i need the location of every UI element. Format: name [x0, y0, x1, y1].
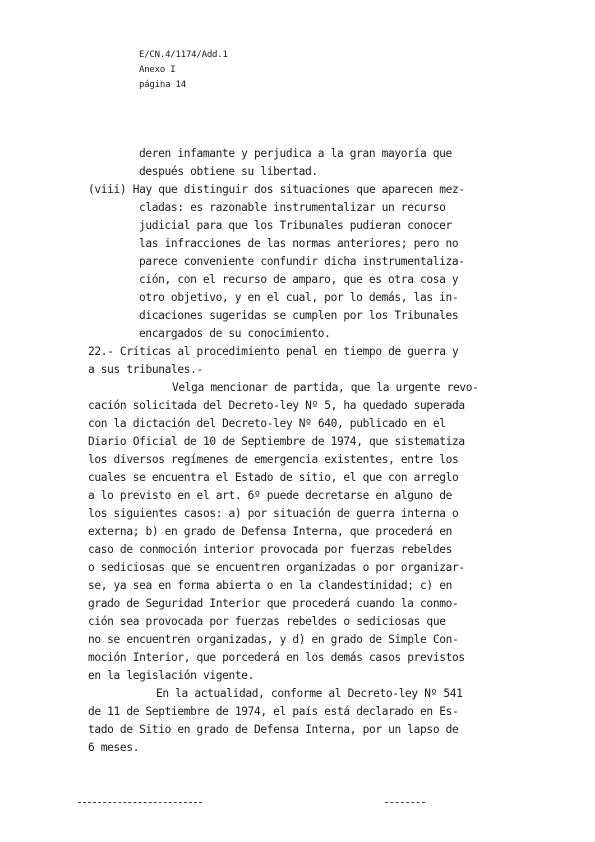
text-line: externa; b) en grado de Defensa Interna, que procederá en [88, 525, 452, 538]
text-line: judicial para que los Tribunales pudieran conocer [139, 219, 452, 232]
text-line: o sediciosas que se encuentren organizadas o por organizar- [88, 561, 465, 574]
text-line: deren infamante y perjudica a la gran mayoría que [139, 147, 452, 160]
text-line: cación solicitada del Decreto-ley Nº 5, ha quedado superada [88, 399, 465, 412]
text-line: 22.- Críticas al procedimiento penal en tiempo de guerra y [88, 345, 459, 358]
text-line: no se encuentren organizadas, y d) en grado de Simple Con- [88, 633, 459, 646]
text-line: se, ya sea en forma abierta o en la clandestinidad; c) en [88, 579, 452, 592]
text-line: de 11 de Septiembre de 1974, el país está declarado en Es- [88, 705, 459, 718]
text-line: los diversos regímenes de emergencia existentes, entre los [88, 453, 459, 466]
text-line: a sus tribunales.- [88, 363, 203, 376]
footnote-rule-left [78, 802, 202, 803]
text-line: las infracciones de las normas anteriores; pero no [139, 237, 459, 250]
text-line: ción, con el recurso de amparo, que es otra cosa y [139, 273, 459, 286]
text-line: cuales se encuentra el Estado de sitio, el que con arreglo [88, 471, 459, 484]
text-line: después obtiene su libertad. [139, 165, 318, 178]
text-line: otro objetivo, y en el cual, por lo demás, las in- [139, 291, 459, 304]
text-line: cladas: es razonable instrumentalizar un recurso [139, 201, 446, 214]
text-line: parece conveniente confundir dicha instrumentaliza- [139, 255, 465, 268]
text-line: los siguientes casos: a) por situación de guerra interna o [88, 507, 459, 520]
text-line: dicaciones sugeridas se cumplen por los Tribunales [139, 309, 459, 322]
text-line: 6 meses. [88, 741, 140, 754]
text-line: caso de conmoción interior provocada por fuerzas rebeldes [88, 543, 452, 556]
text-line: grado de Seguridad Interior que procederá cuando la conmo- [88, 597, 459, 610]
document-symbol: E/CN.4/1174/Add.1 [139, 50, 228, 60]
text-line: (viii) Hay que distinguir dos situaciones que aparecen mez- [88, 183, 465, 196]
text-line: encargados de su conocimiento. [139, 327, 331, 340]
annex-label: Anexo I [139, 65, 176, 75]
text-line: en la legislación vigente. [88, 669, 255, 682]
text-line: ción sea provocada por fuerzas rebeldes o sediciosas que [88, 615, 446, 628]
text-line: En la actualidad, conforme al Decreto-ley Nº 541 [156, 687, 463, 700]
page-number: página 14 [139, 80, 186, 90]
document-header [139, 48, 228, 93]
text-line: con la dictación del Decreto-ley Nº 640, publicado en el [88, 417, 446, 430]
text-line: Diario Oficial de 10 de Septiembre de 1974, que sistematiza [88, 435, 465, 448]
text-line: Velga mencionar de partida, que la urgente revo- [172, 381, 479, 394]
footnote-rule-right [385, 802, 425, 803]
text-line: a lo previsto en el art. 6º puede decretarse en alguno de [88, 489, 452, 502]
text-line: moción Interior, que porcederá en los demás casos previstos [88, 651, 465, 664]
text-line: tado de Sitio en grado de Defensa Interna, por un lapso de [88, 723, 459, 736]
